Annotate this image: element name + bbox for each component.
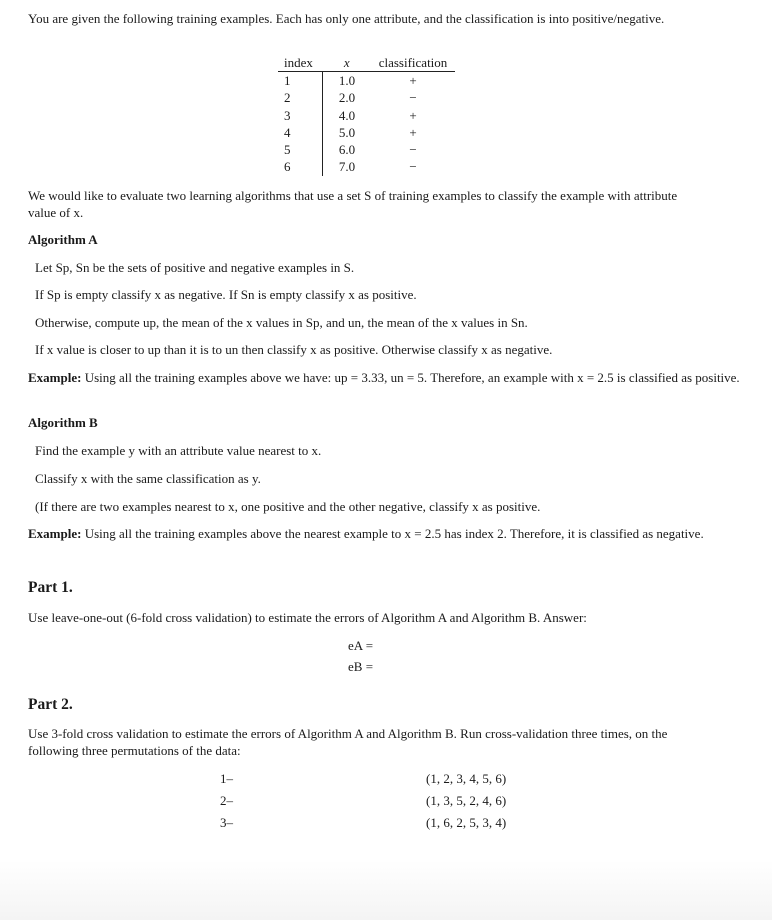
permutation-label-2: 2– xyxy=(220,793,233,808)
cell-index: 4 xyxy=(278,124,323,141)
permutation-label-3: 3– xyxy=(220,815,233,830)
intro-paragraph: You are given the following training examples. Each has only one attribute, and the classification is into positive/negative. xyxy=(28,11,665,26)
part-2-heading: Part 2. xyxy=(28,696,73,713)
algorithm-a-heading: Algorithm A xyxy=(28,232,98,247)
header-x: x xyxy=(323,55,372,72)
example-label: Example: xyxy=(28,370,82,385)
algorithm-a-line-4: If x value is closer to up than it is to un then classify x as positive. Otherwise classify x as negative. xyxy=(35,342,553,357)
table-row xyxy=(278,124,455,141)
cell-x: 2.0 xyxy=(338,90,356,106)
error-b-label: eB = xyxy=(348,659,374,674)
table-row xyxy=(278,158,455,175)
algorithm-a-line-2: If Sp is empty classify x as negative. If Sn is empty classify x as positive. xyxy=(35,287,417,302)
algorithm-b-example xyxy=(28,525,740,542)
algorithm-b-line-3: (If there are two examples nearest to x, one positive and the other negative, classify x as positive. xyxy=(35,499,541,514)
permutation-value-3: (1, 6, 2, 5, 3, 4) xyxy=(426,815,507,830)
table-row xyxy=(278,141,455,158)
table-header-row xyxy=(278,55,455,72)
cell-x: 5.0 xyxy=(338,124,356,140)
cell-index: 2 xyxy=(278,89,323,106)
cell-class: + xyxy=(409,124,417,140)
cell-index: 1 xyxy=(278,72,323,90)
algorithm-b-line-1: Find the example y with an attribute value nearest to x. xyxy=(35,443,322,458)
algorithm-a-line-3: Otherwise, compute up, the mean of the x values in Sp, and un, the mean of the x values in Sn. xyxy=(35,315,528,330)
cell-class: − xyxy=(409,90,417,106)
permutation-label-1: 1– xyxy=(220,771,233,786)
header-index: index xyxy=(278,55,323,72)
algorithm-a-example-text: Using all the training examples above we have: up = 3.33, un = 5. Therefore, an example with x = 2.5 is classified as positive. xyxy=(84,370,740,385)
cell-index: 6 xyxy=(278,158,323,175)
page-bottom-shade xyxy=(0,860,772,920)
table-row xyxy=(278,89,455,106)
cell-x: 7.0 xyxy=(338,159,356,175)
table-row xyxy=(278,107,455,124)
part-1-text: Use leave-one-out (6-fold cross validation) to estimate the errors of Algorithm A and Algorithm B. Answer: xyxy=(28,610,587,625)
algorithm-a-line-1: Let Sp, Sn be the sets of positive and negative examples in S. xyxy=(35,260,355,275)
permutation-value-1: (1, 2, 3, 4, 5, 6) xyxy=(426,771,507,786)
part-2-text: Use 3-fold cross validation to estimate the errors of Algorithm A and Algorithm B. Run cross-validation three times, on the following three permutations of the data: xyxy=(28,726,668,758)
cell-x: 4.0 xyxy=(338,107,356,123)
table-row xyxy=(278,72,455,90)
training-examples-table xyxy=(278,55,455,176)
cell-index: 5 xyxy=(278,141,323,158)
cell-index: 3 xyxy=(278,107,323,124)
example-label: Example: xyxy=(28,526,82,541)
algorithm-b-example-text: Using all the training examples above the nearest example to x = 2.5 has index 2. Therefore, it is classified as negative. xyxy=(84,526,704,541)
error-a-label: eA = xyxy=(348,638,374,653)
cell-class: + xyxy=(409,73,417,88)
cell-class: + xyxy=(409,107,417,123)
cell-class: − xyxy=(409,142,417,158)
cell-x: 1.0 xyxy=(338,73,356,88)
cell-x: 6.0 xyxy=(338,142,356,158)
cell-class: − xyxy=(409,159,417,175)
permutation-value-2: (1, 3, 5, 2, 4, 6) xyxy=(426,793,507,808)
algorithm-b-line-2: Classify x with the same classification as y. xyxy=(35,471,261,486)
header-classification: classification xyxy=(371,55,455,72)
algorithm-a-example xyxy=(28,369,740,386)
evaluate-paragraph: We would like to evaluate two learning algorithms that use a set S of training examples to classify the example with attribute value of x. xyxy=(28,188,678,220)
algorithm-b-heading: Algorithm B xyxy=(28,415,98,430)
part-1-heading: Part 1. xyxy=(28,579,73,596)
